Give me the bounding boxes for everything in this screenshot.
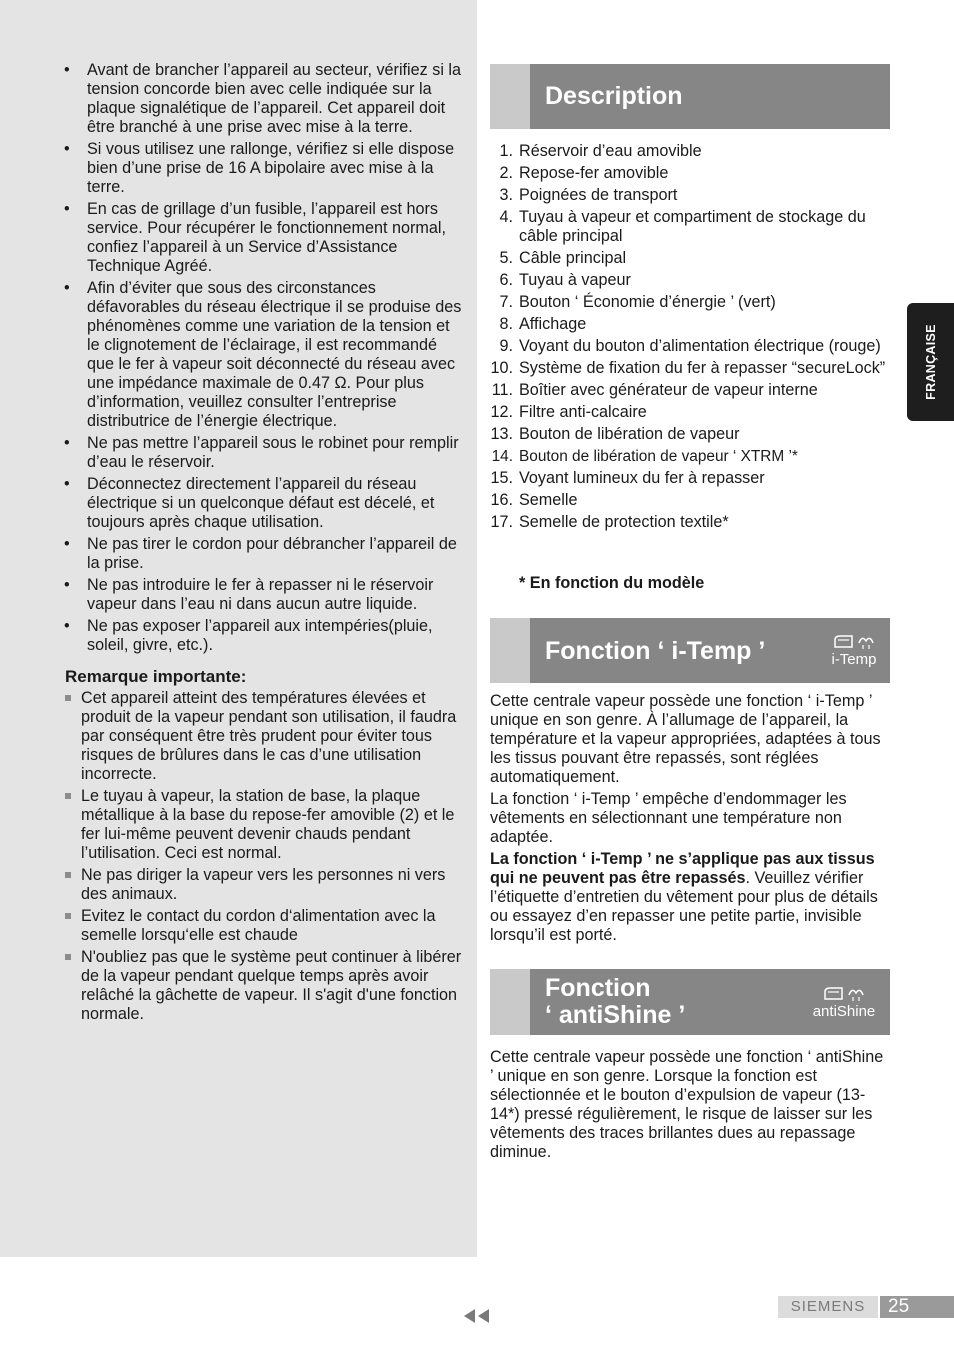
- header-tab: [490, 618, 530, 683]
- list-item: • Ne pas introduire le fer à repasser ni le réservoir vapeur dans l’eau ni dans aucun autre liquide.: [62, 576, 466, 614]
- back-arrows-icon[interactable]: [463, 1308, 491, 1329]
- section-title: Fonction ‘ antiShine ’: [545, 974, 686, 1029]
- list-item: • Déconnectez directement l’appareil du réseau électrique si un quelconque défaut est décelé, et toujours après chaque utilisation.: [62, 475, 466, 532]
- section-title: Fonction ‘ i-Temp ’: [545, 637, 766, 665]
- safety-column: [62, 61, 466, 1027]
- list-item: 4. Tuyau à vapeur et compartiment de stockage du câble principal: [499, 208, 866, 245]
- itemp-icon: [826, 631, 882, 668]
- language-tab: [907, 303, 954, 421]
- list-item: Le tuyau à vapeur, la station de base, la plaque métallique à la base du repose-fer amovible (2) et le fer lui-même peuvent devenir chauds pendant l’utilisation. Ceci est normal.: [62, 787, 466, 863]
- list-item: • Ne pas exposer l’appareil aux intempéries(pluie, soleil, givre, etc.).: [62, 617, 466, 655]
- list-item: Cet appareil atteint des températures élevées et produit de la vapeur pendant son utilisation, il faudra par conséquent être très prudent pour éviter tous risques de brûlures dans le cas d’une utilisation incorrecte.: [62, 689, 466, 784]
- list-item: 14. Bouton de libération de vapeur ‘ XTRM ’*: [491, 448, 798, 465]
- list-item: 16. Semelle: [490, 491, 578, 509]
- paragraph: Cette centrale vapeur possède une fonction ‘ antiShine ’ unique en son genre. Lorsque la fonction est sélectionnée et le bouton d’expulsion de vapeur (13-14*) pressé régulièrement, le risque de laisser sur les vêtements des traces brillantes dues au repassage diminue.: [490, 1048, 884, 1161]
- list-item: N'oubliez pas que le système peut continuer à libérer de la vapeur pendant quelque temps après avoir relâché la gâchette de vapeur. Il s'agit d'une fonction normale.: [62, 948, 466, 1024]
- list-item: • Afin d’éviter que sous des circonstances défavorables du réseau électrique il se produise des phénomènes comme une variation de la tension et le clignotement de l’éclairage, il est recommandé que le fer à vapeur soit déconnecté du réseau avec une impédance maximale de 0.47 Ω. Pour plus d’information, veuillez consulter l’entreprise distributrice de l’énergie électrique.: [62, 279, 466, 431]
- paragraph: Cette centrale vapeur possède une fonction ‘ i-Temp ’ unique en son genre. À l’allumage de l’appareil, la température et la vapeur appropriées, adaptées à tous les tissus pouvant être repassés, sont réglées automatiquement.: [490, 692, 881, 786]
- brand-label: SIEMENS: [778, 1296, 878, 1318]
- itemp-text: [490, 692, 890, 948]
- model-note: * En fonction du modèle: [519, 574, 705, 592]
- list-item: 11. Boîtier avec générateur de vapeur interne: [491, 381, 818, 399]
- iron-steam-icon: [822, 983, 866, 1003]
- list-item: 5. Câble principal: [499, 249, 627, 267]
- list-item: 13. Bouton de libération de vapeur: [490, 425, 740, 443]
- icon-label: i-Temp: [831, 651, 877, 668]
- header-tab: [490, 969, 530, 1035]
- list-item: 8. Affichage: [499, 315, 587, 333]
- bold-text: La fonction ‘ i-Temp ’ ne s’applique pas aux tissus qui ne peuvent pas être repassés: [490, 850, 875, 887]
- list-item: 9. Voyant du bouton d’alimentation électrique (rouge): [499, 337, 881, 355]
- list-item: 2. Repose-fer amovible: [499, 164, 669, 182]
- antishine-header: [490, 969, 890, 1035]
- list-item: • Avant de brancher l’appareil au secteur, vérifiez si la tension concorde bien avec celle indiquée sur la plaque signalétique de l’appareil. Cet appareil doit être branché à une prise avec mise à la terre.: [62, 61, 466, 137]
- itemp-header: [490, 618, 890, 683]
- iron-steam-icon: [832, 631, 876, 651]
- language-label: FRANÇAISE: [923, 324, 938, 400]
- list-item: 17. Semelle de protection textile*: [490, 513, 729, 531]
- list-item: 10. Système de fixation du fer à repasser “secureLock”: [490, 359, 886, 377]
- list-item: 1. Réservoir d’eau amovible: [499, 142, 702, 160]
- antishine-text: [490, 1048, 890, 1165]
- remark-list: [62, 689, 466, 1024]
- list-item: 6. Tuyau à vapeur: [499, 271, 631, 289]
- list-item: 12. Filtre anti-calcaire: [490, 403, 647, 421]
- description-list: [490, 142, 890, 535]
- list-item: Ne pas diriger la vapeur vers les personnes ni vers des animaux.: [62, 866, 466, 904]
- header-tab: [490, 64, 530, 129]
- remark-heading: Remarque importante:: [65, 667, 247, 686]
- icon-label: antiShine: [812, 1003, 876, 1020]
- list-item: Evitez le contact du cordon d‘alimentation avec la semelle lorsqu‘elle est chaude: [62, 907, 466, 945]
- paragraph: La fonction ‘ i-Temp ’ ne s’applique pas aux tissus qui ne peuvent pas être repassés. Veuillez vérifier l’étiquette d’entretien du vêtement pour plus de détails ou essayez d’en repasser une petite partie, invisible lorsqu’il est porté.: [490, 850, 878, 944]
- antishine-icon: [806, 983, 882, 1020]
- list-item: 15. Voyant lumineux du fer à repasser: [490, 469, 765, 487]
- paragraph: La fonction ‘ i-Temp ’ empêche d’endommager les vêtements en sélectionnant une température non adaptée.: [490, 790, 847, 846]
- list-item: • Ne pas mettre l’appareil sous le robinet pour remplir d’eau le réservoir.: [62, 434, 466, 472]
- description-header: [490, 64, 890, 129]
- list-item: 7. Bouton ‘ Économie d’énergie ’ (vert): [499, 293, 776, 311]
- list-item: 3. Poignées de transport: [499, 186, 678, 204]
- list-item: • Ne pas tirer le cordon pour débrancher l’appareil de la prise.: [62, 535, 466, 573]
- section-title: Description: [545, 82, 683, 110]
- safety-list: [62, 61, 466, 655]
- list-item: • En cas de grillage d’un fusible, l’appareil est hors service. Pour récupérer le fonctionnement normal, confiez l’appareil à un Service d’Assistance Technique Agréé.: [62, 200, 466, 276]
- page-number: 25: [880, 1296, 954, 1318]
- list-item: • Si vous utilisez une rallonge, vérifiez si elle dispose bien d’une prise de 16 A bipolaire avec mise à la terre.: [62, 140, 466, 197]
